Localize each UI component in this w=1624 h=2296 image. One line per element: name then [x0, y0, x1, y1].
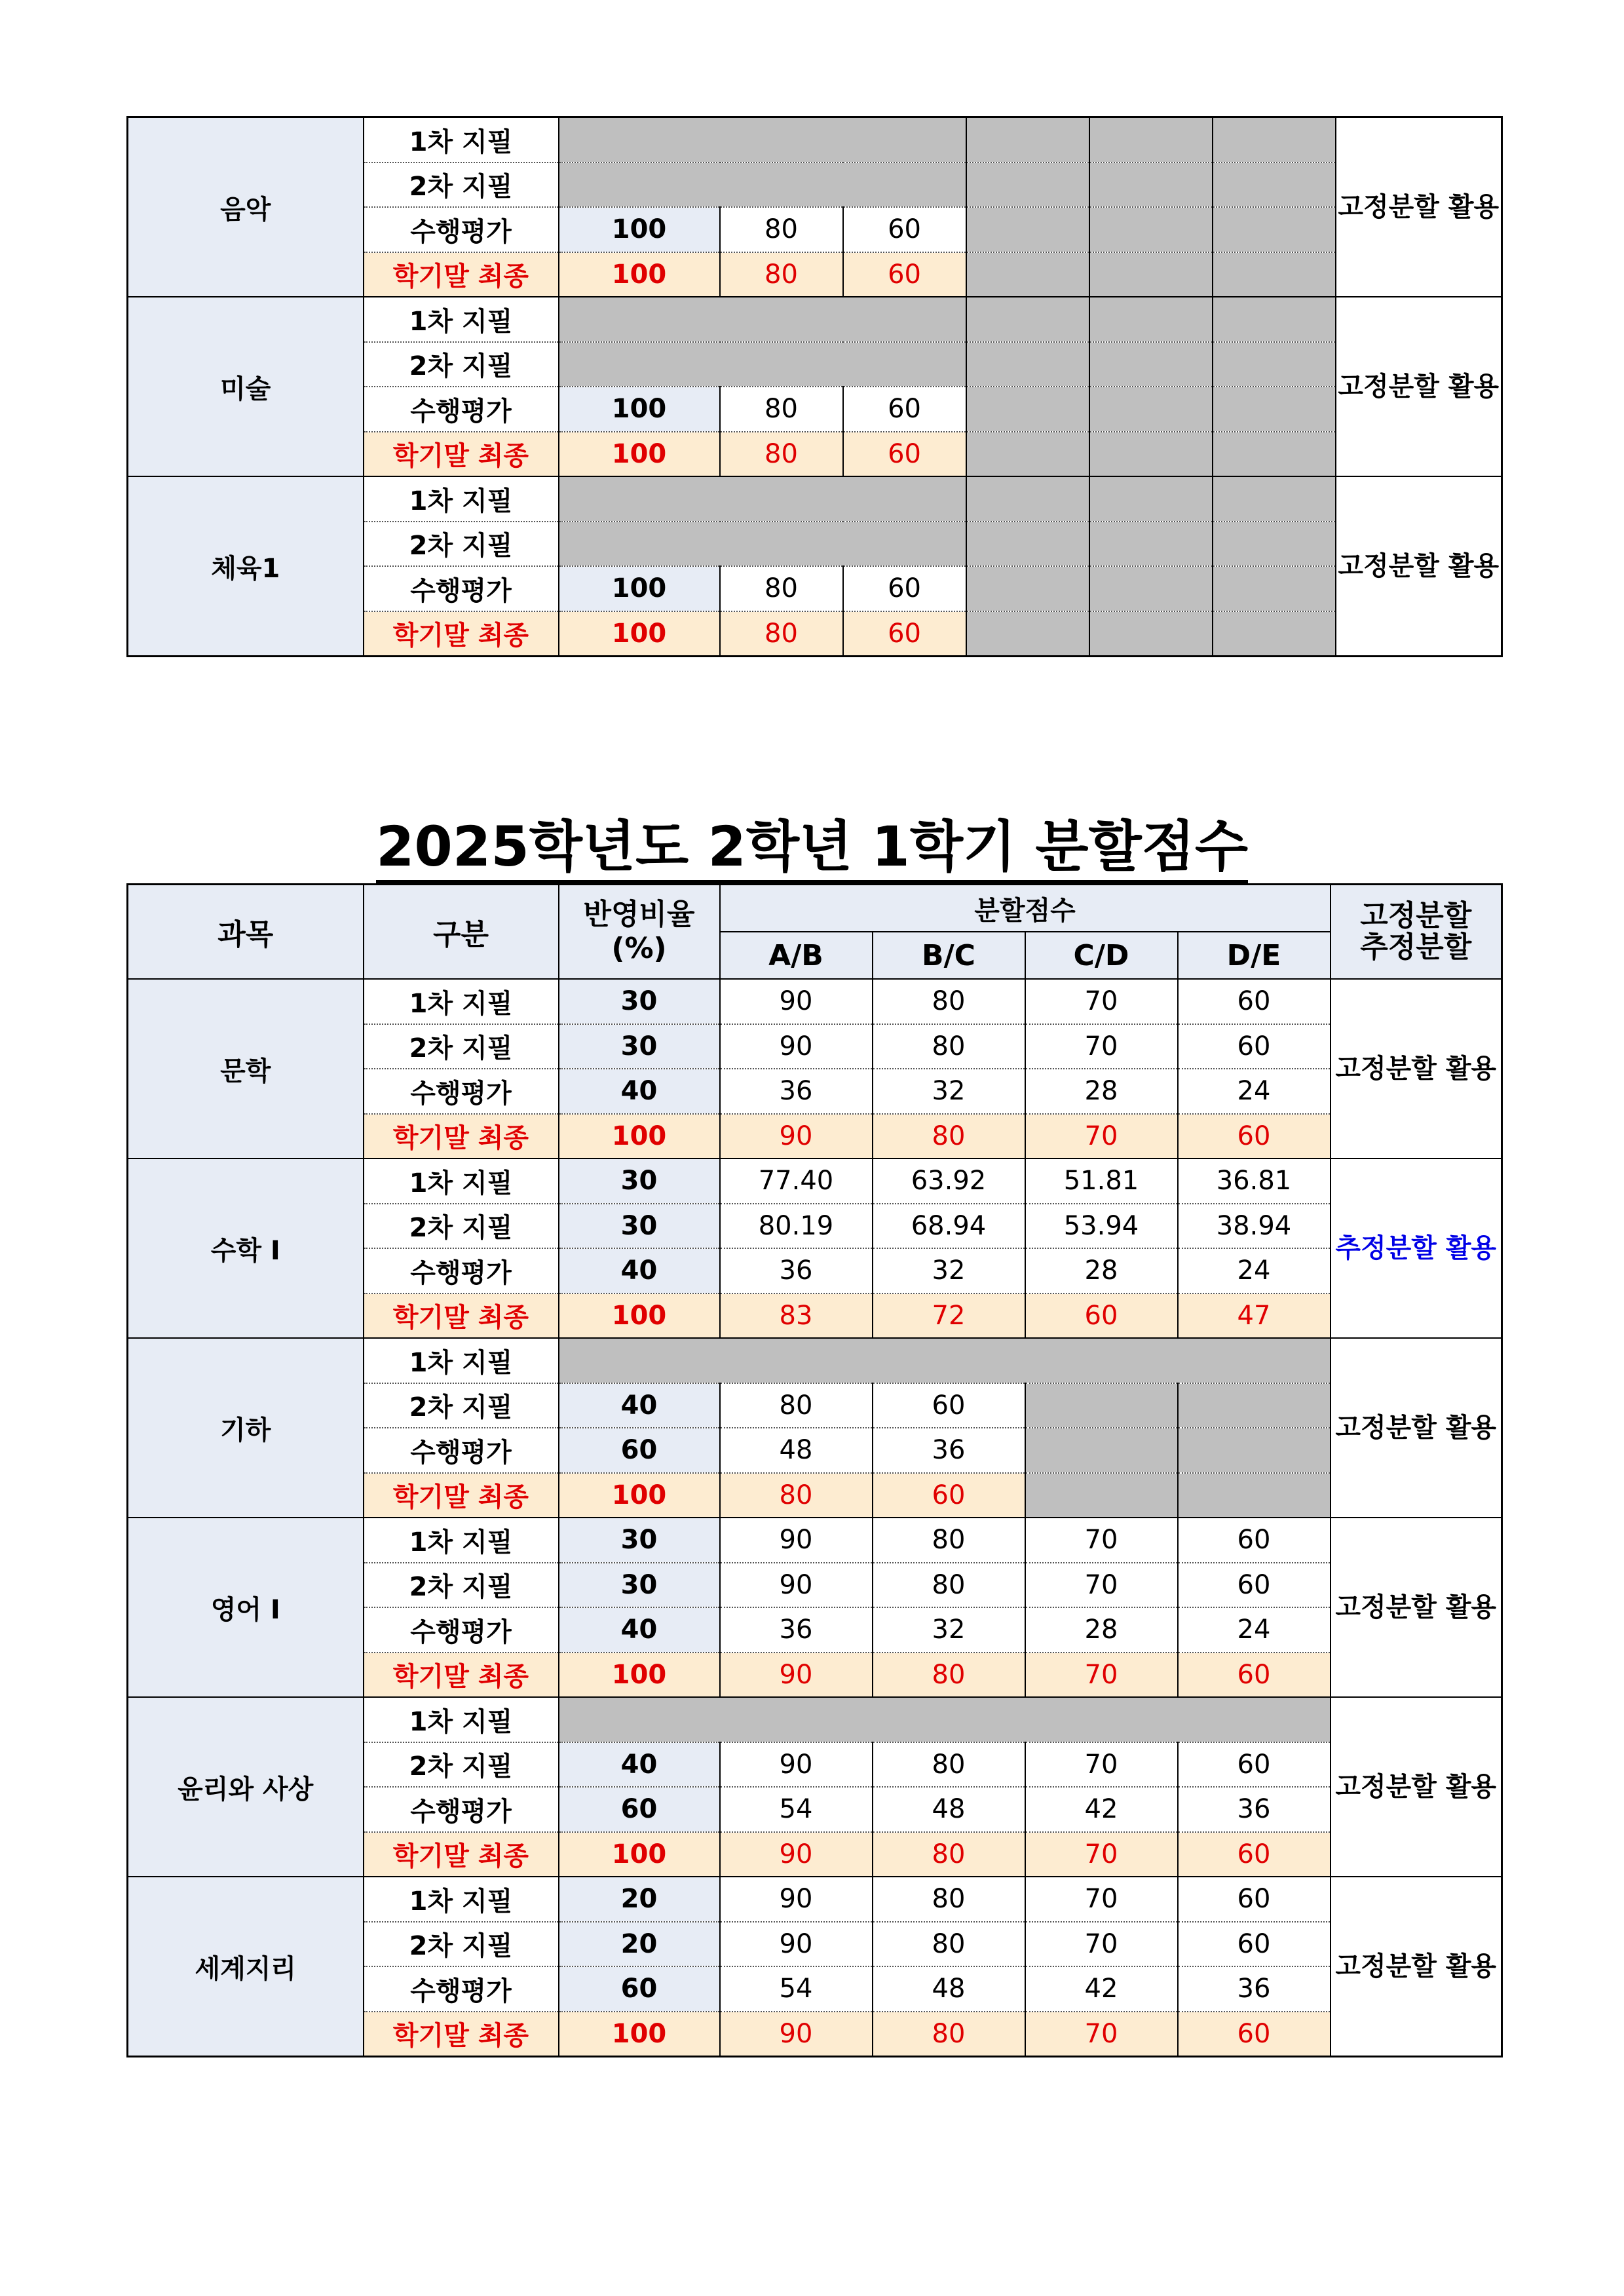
- score-cell: 70: [1025, 1877, 1178, 1922]
- score-cell: 36.81: [1178, 1158, 1331, 1204]
- score-cell: 63.92: [873, 1158, 1025, 1204]
- disabled-cell: [1089, 117, 1213, 163]
- ratio-cell: 60: [559, 1428, 720, 1473]
- ratio-cell: 30: [559, 1024, 720, 1069]
- method-note: 추정분할 활용: [1331, 1158, 1502, 1338]
- score-cell: 28: [1025, 1069, 1178, 1114]
- score-cell: 48: [873, 1787, 1025, 1832]
- score-cell: 70: [1025, 1653, 1178, 1698]
- score-cell: 60: [1178, 1024, 1331, 1069]
- score-cell: 51.81: [1025, 1158, 1178, 1204]
- disabled-cell: [1213, 432, 1336, 477]
- row-category: 수행평가: [364, 1966, 559, 2012]
- score-cell: 48: [720, 1428, 873, 1473]
- ratio-cell: 40: [559, 1607, 720, 1653]
- score-cell: 80: [720, 611, 843, 657]
- disabled-cell: [1089, 522, 1213, 567]
- score-cell: 42: [1025, 1966, 1178, 2012]
- row-category: 1차 지필: [364, 1518, 559, 1563]
- table-row: [128, 1518, 1502, 1563]
- score-cell: 80: [873, 1832, 1025, 1877]
- row-category: 학기말 최종: [364, 1114, 559, 1159]
- header-col-de: D/E: [1178, 932, 1331, 979]
- score-cell: 80: [873, 1114, 1025, 1159]
- disabled-cell: [1025, 1383, 1178, 1428]
- disabled-cell: [1089, 432, 1213, 477]
- disabled-cell: [966, 387, 1089, 432]
- ratio-cell: 40: [559, 1069, 720, 1114]
- score-cell: 54: [720, 1966, 873, 2012]
- row-category: 학기말 최종: [364, 2012, 559, 2057]
- score-cell: 80: [873, 1518, 1025, 1563]
- row-category: 2차 지필: [364, 1922, 559, 1967]
- ratio-cell: 100: [559, 387, 720, 432]
- row-category: 1차 지필: [364, 476, 559, 522]
- subject-name: 세계지리: [128, 1877, 364, 2057]
- disabled-cell: [559, 1697, 1331, 1742]
- score-cell: 60: [1178, 1922, 1331, 1967]
- disabled-cell: [1089, 252, 1213, 297]
- disabled-cell: [559, 117, 966, 163]
- disabled-cell: [1178, 1473, 1331, 1518]
- disabled-cell: [966, 476, 1089, 522]
- disabled-cell: [966, 117, 1089, 163]
- score-cell: 68.94: [873, 1204, 1025, 1249]
- score-cell: 80: [873, 2012, 1025, 2057]
- row-category: 2차 지필: [364, 1383, 559, 1428]
- disabled-cell: [1089, 387, 1213, 432]
- disabled-cell: [1089, 342, 1213, 387]
- disabled-cell: [1213, 297, 1336, 342]
- disabled-cell: [966, 522, 1089, 567]
- row-category: 1차 지필: [364, 1877, 559, 1922]
- score-cell: 90: [720, 1024, 873, 1069]
- ratio-cell: 20: [559, 1922, 720, 1967]
- table-row: [128, 1158, 1502, 1204]
- disabled-cell: [559, 342, 966, 387]
- score-cell: 60: [1178, 979, 1331, 1024]
- score-cell: 90: [720, 1742, 873, 1788]
- score-cell: 70: [1025, 979, 1178, 1024]
- disabled-cell: [1213, 476, 1336, 522]
- disabled-cell: [966, 252, 1089, 297]
- row-category: 수행평가: [364, 1248, 559, 1293]
- score-cell: 32: [873, 1607, 1025, 1653]
- ratio-cell: 100: [559, 1114, 720, 1159]
- disabled-cell: [966, 207, 1089, 252]
- row-category: 수행평가: [364, 387, 559, 432]
- row-category: 학기말 최종: [364, 432, 559, 477]
- disabled-cell: [559, 163, 966, 208]
- ratio-cell: 100: [559, 207, 720, 252]
- header-col-bc: B/C: [873, 932, 1025, 979]
- score-cell: 80: [873, 979, 1025, 1024]
- row-category: 1차 지필: [364, 297, 559, 342]
- score-cell: 24: [1178, 1248, 1331, 1293]
- score-cell: 53.94: [1025, 1204, 1178, 1249]
- score-cell: 80: [720, 1383, 873, 1428]
- disabled-cell: [1213, 342, 1336, 387]
- disabled-cell: [1089, 476, 1213, 522]
- score-cell: 70: [1025, 1832, 1178, 1877]
- score-cell: 80: [720, 207, 843, 252]
- score-cell: 28: [1025, 1248, 1178, 1293]
- subject-name: 문학: [128, 979, 364, 1158]
- method-note: 고정분할 활용: [1336, 476, 1502, 657]
- ratio-cell: 60: [559, 1787, 720, 1832]
- row-category: 학기말 최종: [364, 252, 559, 297]
- subject-name: 수학 Ⅰ: [128, 1158, 364, 1338]
- method-note: 고정분할 활용: [1336, 117, 1502, 297]
- ratio-cell: 30: [559, 1158, 720, 1204]
- subject-name: 윤리와 사상: [128, 1697, 364, 1877]
- score-cell: 60: [1178, 1653, 1331, 1698]
- header-col-cd: C/D: [1025, 932, 1178, 979]
- disabled-cell: [1213, 252, 1336, 297]
- disabled-cell: [1025, 1473, 1178, 1518]
- ratio-cell: 100: [559, 611, 720, 657]
- ratio-cell: 100: [559, 2012, 720, 2057]
- score-cell: 24: [1178, 1069, 1331, 1114]
- row-category: 수행평가: [364, 1787, 559, 1832]
- subject-name: 음악: [128, 117, 364, 297]
- score-cell: 80: [873, 1024, 1025, 1069]
- score-cell: 70: [1025, 1518, 1178, 1563]
- score-cell: 77.40: [720, 1158, 873, 1204]
- score-cell: 90: [720, 1922, 873, 1967]
- ratio-cell: 40: [559, 1742, 720, 1788]
- disabled-cell: [966, 297, 1089, 342]
- header-ratio: 반영비율 (%): [559, 885, 720, 980]
- table-row: [128, 1338, 1502, 1383]
- header-subject: 과목: [128, 885, 364, 980]
- disabled-cell: [1213, 117, 1336, 163]
- score-cell: 72: [873, 1293, 1025, 1339]
- disabled-cell: [559, 476, 966, 522]
- score-cell: 70: [1025, 1563, 1178, 1608]
- disabled-cell: [1213, 522, 1336, 567]
- score-cell: 60: [1178, 1877, 1331, 1922]
- score-cell: 60: [1178, 1563, 1331, 1608]
- row-category: 학기말 최종: [364, 1653, 559, 1698]
- score-cell: 60: [843, 252, 966, 297]
- ratio-cell: 30: [559, 1204, 720, 1249]
- continued-score-table: [126, 116, 1503, 657]
- row-category: 1차 지필: [364, 117, 559, 163]
- score-cell: 36: [720, 1607, 873, 1653]
- table-row: [128, 1697, 1502, 1742]
- row-category: 학기말 최종: [364, 1473, 559, 1518]
- subject-name: 미술: [128, 297, 364, 476]
- method-note: 고정분할 활용: [1331, 1518, 1502, 1697]
- score-cell: 60: [873, 1473, 1025, 1518]
- row-category: 수행평가: [364, 1069, 559, 1114]
- score-cell: 32: [873, 1069, 1025, 1114]
- row-category: 2차 지필: [364, 1742, 559, 1788]
- score-cell: 80: [873, 1877, 1025, 1922]
- score-cell: 60: [1178, 1832, 1331, 1877]
- disabled-cell: [1025, 1428, 1178, 1473]
- ratio-cell: 30: [559, 1518, 720, 1563]
- ratio-cell: 60: [559, 1966, 720, 2012]
- method-note: 고정분할 활용: [1331, 1697, 1502, 1877]
- method-note: 고정분할 활용: [1331, 1338, 1502, 1518]
- header-split-scores: 분할점수: [720, 885, 1331, 932]
- row-category: 학기말 최종: [364, 611, 559, 657]
- score-cell: 28: [1025, 1607, 1178, 1653]
- disabled-cell: [966, 566, 1089, 611]
- row-category: 2차 지필: [364, 1204, 559, 1249]
- row-category: 학기말 최종: [364, 1832, 559, 1877]
- score-cell: 80: [720, 387, 843, 432]
- row-category: 1차 지필: [364, 979, 559, 1024]
- disabled-cell: [966, 432, 1089, 477]
- score-cell: 70: [1025, 1922, 1178, 1967]
- score-cell: 90: [720, 2012, 873, 2057]
- score-cell: 60: [873, 1383, 1025, 1428]
- score-cell: 32: [873, 1248, 1025, 1293]
- score-cell: 24: [1178, 1607, 1331, 1653]
- method-note: 고정분할 활용: [1331, 979, 1502, 1158]
- ratio-cell: 100: [559, 1832, 720, 1877]
- row-category: 1차 지필: [364, 1338, 559, 1383]
- disabled-cell: [1089, 163, 1213, 208]
- disabled-cell: [1213, 207, 1336, 252]
- score-cell: 60: [1178, 2012, 1331, 2057]
- ratio-cell: 100: [559, 1473, 720, 1518]
- method-note: 고정분할 활용: [1331, 1877, 1502, 2057]
- score-cell: 60: [843, 611, 966, 657]
- header-note: 고정분할 추정분할: [1331, 885, 1502, 980]
- row-category: 2차 지필: [364, 342, 559, 387]
- score-cell: 60: [1025, 1293, 1178, 1339]
- subject-name: 영어 Ⅰ: [128, 1518, 364, 1697]
- score-cell: 36: [1178, 1966, 1331, 2012]
- score-cell: 60: [843, 432, 966, 477]
- split-score-table: [126, 883, 1503, 2057]
- disabled-cell: [1178, 1428, 1331, 1473]
- row-category: 학기말 최종: [364, 1293, 559, 1339]
- score-cell: 60: [843, 207, 966, 252]
- ratio-cell: 40: [559, 1383, 720, 1428]
- disabled-cell: [1213, 566, 1336, 611]
- score-cell: 90: [720, 1832, 873, 1877]
- score-cell: 54: [720, 1787, 873, 1832]
- ratio-cell: 100: [559, 1293, 720, 1339]
- score-cell: 70: [1025, 2012, 1178, 2057]
- disabled-cell: [1089, 297, 1213, 342]
- row-category: 수행평가: [364, 207, 559, 252]
- score-cell: 80: [873, 1922, 1025, 1967]
- score-cell: 60: [1178, 1114, 1331, 1159]
- row-category: 2차 지필: [364, 163, 559, 208]
- ratio-cell: 100: [559, 252, 720, 297]
- score-cell: 70: [1025, 1114, 1178, 1159]
- subject-name: 기하: [128, 1338, 364, 1518]
- score-cell: 38.94: [1178, 1204, 1331, 1249]
- ratio-cell: 100: [559, 1653, 720, 1698]
- table-row: [128, 297, 1502, 342]
- disabled-cell: [1213, 387, 1336, 432]
- method-note: 고정분할 활용: [1336, 297, 1502, 476]
- disabled-cell: [559, 1338, 1331, 1383]
- score-cell: 80: [873, 1653, 1025, 1698]
- score-cell: 60: [843, 566, 966, 611]
- ratio-cell: 30: [559, 979, 720, 1024]
- disabled-cell: [1178, 1383, 1331, 1428]
- score-cell: 90: [720, 1518, 873, 1563]
- score-cell: 36: [1178, 1787, 1331, 1832]
- row-category: 2차 지필: [364, 1024, 559, 1069]
- score-cell: 90: [720, 1563, 873, 1608]
- score-cell: 60: [1178, 1518, 1331, 1563]
- table-row: [128, 1877, 1502, 1922]
- ratio-cell: 100: [559, 566, 720, 611]
- disabled-cell: [1089, 207, 1213, 252]
- score-cell: 36: [720, 1069, 873, 1114]
- score-cell: 70: [1025, 1742, 1178, 1788]
- disabled-cell: [1213, 611, 1336, 657]
- row-category: 2차 지필: [364, 1563, 559, 1608]
- row-category: 1차 지필: [364, 1158, 559, 1204]
- header-col-ab: A/B: [720, 932, 873, 979]
- score-cell: 36: [873, 1428, 1025, 1473]
- score-cell: 90: [720, 979, 873, 1024]
- disabled-cell: [1089, 566, 1213, 611]
- row-category: 2차 지필: [364, 522, 559, 567]
- score-cell: 47: [1178, 1293, 1331, 1339]
- score-cell: 80: [720, 432, 843, 477]
- score-cell: 90: [720, 1877, 873, 1922]
- ratio-cell: 20: [559, 1877, 720, 1922]
- score-cell: 90: [720, 1114, 873, 1159]
- disabled-cell: [559, 297, 966, 342]
- score-cell: 36: [720, 1248, 873, 1293]
- table-row: [128, 979, 1502, 1024]
- score-cell: 80: [873, 1563, 1025, 1608]
- subject-name: 체육1: [128, 476, 364, 657]
- header-category: 구분: [364, 885, 559, 980]
- table-row: [128, 117, 1502, 163]
- disabled-cell: [1213, 163, 1336, 208]
- table-row: [128, 476, 1502, 522]
- score-cell: 80: [720, 566, 843, 611]
- disabled-cell: [966, 611, 1089, 657]
- ratio-cell: 30: [559, 1563, 720, 1608]
- row-category: 수행평가: [364, 566, 559, 611]
- score-cell: 42: [1025, 1787, 1178, 1832]
- page-title: 2025학년도 2학년 1학기 분할점수: [0, 803, 1624, 882]
- score-cell: 60: [1178, 1742, 1331, 1788]
- score-cell: 83: [720, 1293, 873, 1339]
- row-category: 수행평가: [364, 1428, 559, 1473]
- score-cell: 60: [843, 387, 966, 432]
- disabled-cell: [1089, 611, 1213, 657]
- score-cell: 70: [1025, 1024, 1178, 1069]
- score-cell: 80.19: [720, 1204, 873, 1249]
- disabled-cell: [966, 163, 1089, 208]
- disabled-cell: [559, 522, 966, 567]
- score-cell: 90: [720, 1653, 873, 1698]
- score-cell: 80: [873, 1742, 1025, 1788]
- score-cell: 80: [720, 1473, 873, 1518]
- disabled-cell: [966, 342, 1089, 387]
- ratio-cell: 100: [559, 432, 720, 477]
- score-cell: 80: [720, 252, 843, 297]
- ratio-cell: 40: [559, 1248, 720, 1293]
- row-category: 1차 지필: [364, 1697, 559, 1742]
- row-category: 수행평가: [364, 1607, 559, 1653]
- score-cell: 48: [873, 1966, 1025, 2012]
